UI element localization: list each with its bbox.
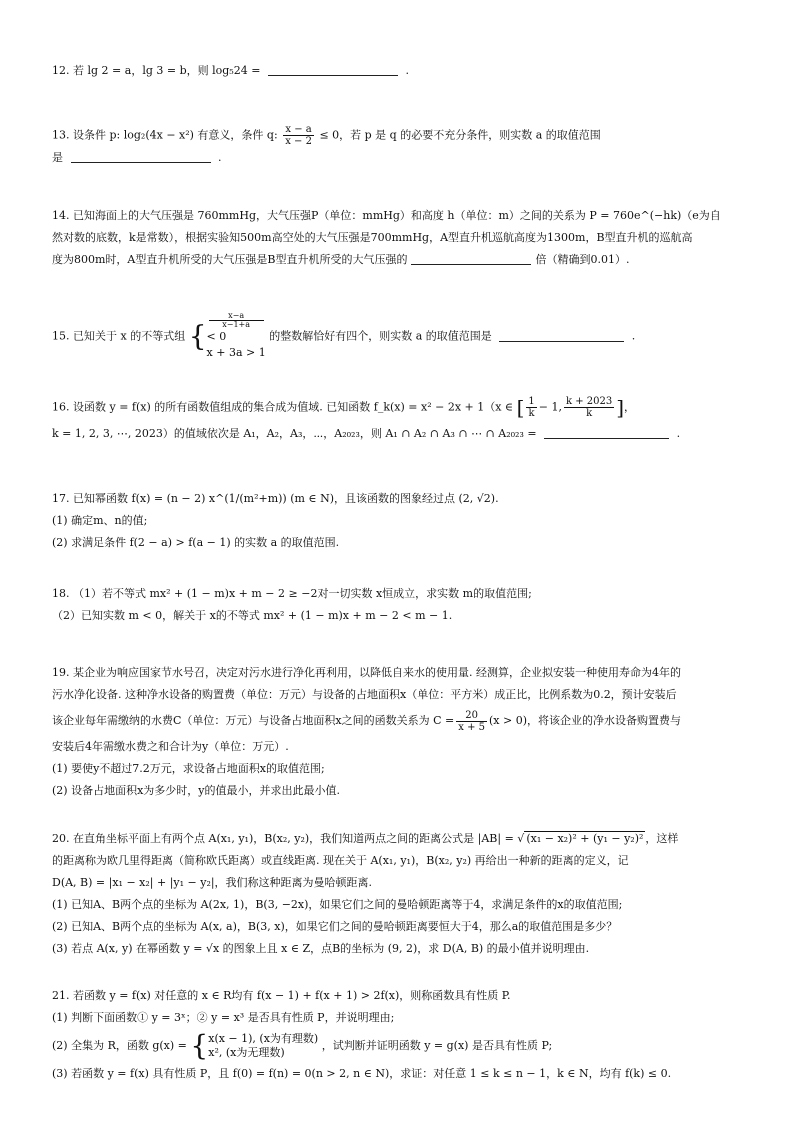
question-number: 13. — [52, 128, 70, 142]
sub-question: (1) 要使y不超过7.2万元，求设备占地面积x的取值范围; — [52, 762, 325, 775]
numerator: 1 — [528, 396, 535, 407]
answer-blank[interactable] — [499, 329, 624, 342]
piecewise-function — [208, 1032, 318, 1060]
question-text: − 1, — [538, 400, 562, 414]
question-text: 已知海面上的大气压强是 760mmHg，大气压强P（单位：mmHg）和高度 h（单位：m）之间的关系为 P = 760e^(−hk)（e为自 — [73, 209, 721, 222]
sub-question: （1）若不等式 mx² + (1 − m)x + m − 2 ≥ −2对一切实数 x恒成立，求实数 m的取值范围; — [73, 587, 532, 600]
question-text: 设条件 p: log₂(4x − x²) 有意义，条件 q: — [73, 128, 278, 142]
question-number: 14. — [52, 209, 70, 222]
sub-question: (3) 若点 A(x, y) 在幂函数 y = √x 的图象上且 x ∈ Z，点B的坐标为 (9, 2)，求 D(A, B) 的最小值并说明理由. — [52, 942, 590, 955]
answer-blank[interactable] — [544, 426, 669, 439]
answer-blank[interactable] — [71, 150, 211, 163]
question-number: 17. — [52, 492, 70, 505]
piecewise-row: x², (x为无理数) — [208, 1046, 285, 1059]
inequality-row: < 0 — [206, 330, 227, 343]
left-bracket: [ — [516, 395, 525, 420]
denominator: x − 2 — [285, 136, 312, 147]
question-number: 18. — [52, 587, 70, 600]
question-text: 已知幂函数 f(x) = (n − 2) x^(1/(m²+m)) (m ∈ N)，且该函数的图象经过点 (2, √2). — [73, 492, 499, 505]
sqrt-expression: (x₁ − x₂)² + (y₁ − y₂)² — [526, 832, 644, 845]
denominator: k — [528, 408, 535, 419]
question-14 — [52, 205, 754, 271]
period: . — [405, 64, 409, 77]
question-text: 若 lg 2 = a，lg 3 = b，则 log₅24 = — [73, 64, 261, 77]
sub-question: （2）已知实数 m < 0，解关于 x的不等式 mx² + (1 − m)x + m − 2 < m − 1. — [52, 609, 453, 622]
answer-blank[interactable] — [268, 63, 398, 76]
question-text: 安装后4年需缴水费之和合计为y（单位：万元）. — [52, 740, 289, 753]
question-text: D(A, B) = |x₁ − x₂| + |y₁ − y₂|，我们称这种距离为曼哈顿距离. — [52, 876, 373, 889]
question-text: 是 — [52, 151, 63, 164]
question-18 — [52, 583, 754, 627]
numerator: x−a — [209, 312, 264, 321]
question-text: 若函数 y = f(x) 对任意的 x ∈ R均有 f(x − 1) + f(x + 1) > 2f(x)，则称函数具有性质 P. — [73, 989, 511, 1002]
question-text: 的距离称为欧几里得距离（简称欧氏距离）或直线距离. 现在关于 A(x₁, y₁)，B(x₂, y₂) 再给出一种新的距离的定义，记 — [52, 854, 629, 867]
question-12 — [52, 60, 754, 82]
question-text: k = 1, 2, 3, ⋯, 2023）的值域依次是 A₁，A₂，A₃，⋯，A₂₀₂₃，则 A₁ ∩ A₂ ∩ A₃ ∩ ⋯ ∩ A₂₀₂₃ = — [52, 427, 537, 440]
sub-question: (2) 已知A、B两个点的坐标为 A(x, a)，B(3, x)，如果它们之间的曼哈顿距离要恒大于4，那么a的取值范围是多少？ — [52, 920, 618, 933]
question-text: (x > 0)，将该企业的净水设备购置费与 — [489, 714, 681, 727]
inequality-row: x + 3a > 1 — [206, 346, 266, 359]
question-text: 倍（精确到0.01）. — [535, 253, 630, 266]
question-text: 的整数解恰好有四个，则实数 a 的取值范围是 — [269, 329, 492, 343]
question-17 — [52, 488, 754, 554]
period: . — [218, 151, 222, 164]
question-16 — [52, 396, 754, 445]
question-text: 设函数 y = f(x) 的所有函数值组成的集合成为值域. 已知函数 f_k(x) = x² − 2x + 1（x ∈ — [73, 400, 514, 414]
question-text: 在直角坐标平面上有两个点 A(x₁, y₁)，B(x₂, y₂)，我们知道两点之间的距离公式是 |AB| = — [73, 832, 514, 845]
sub-question: (1) 已知A、B两个点的坐标为 A(2x, 1)，B(3, −2x)，如果它们之间的曼哈顿距离等于4，求满足条件的x的取值范围; — [52, 898, 623, 911]
question-number: 19. — [52, 666, 70, 679]
right-bracket: ] — [616, 395, 625, 420]
question-text: 然对数的底数，k是常数），根据实验知500m高空处的大气压强是700mmHg，A型直升机巡航高度为1300m，B型直升机的巡航高 — [52, 231, 693, 244]
left-brace: { — [190, 1029, 209, 1062]
question-19 — [52, 662, 754, 802]
question-text: ， — [624, 400, 636, 414]
answer-blank[interactable] — [411, 252, 531, 265]
sub-question: (3) 若函数 y = f(x) 具有性质 P，且 f(0) = f(n) = 0(n > 2, n ∈ N)，求证：对任意 1 ≤ k ≤ n − 1，k ∈ N，均有 f(k) ≤ 0. — [52, 1067, 672, 1080]
sub-question: (2) 全集为 R，函数 g(x) = — [52, 1039, 187, 1052]
denominator: x + 5 — [458, 721, 485, 733]
question-text: ，这样 — [645, 832, 679, 845]
numerator: x − a — [283, 124, 314, 136]
question-text: 度为800m时，A型直升机所受的大气压强是B型直升机所受的大气压强的 — [52, 253, 408, 266]
left-brace: { — [188, 319, 207, 353]
sub-question: (2) 求满足条件 f(2 − a) > f(a − 1) 的实数 a 的取值范围. — [52, 536, 340, 549]
question-text: 已知关于 x 的不等式组 — [73, 329, 186, 343]
question-text: 某企业为响应国家节水号召，决定对污水进行净化再利用，以降低自来水的使用量. 经测算，企业拟安装一种使用寿命为4年的 — [73, 666, 681, 679]
numerator: 20 — [456, 710, 487, 722]
question-15 — [52, 312, 754, 361]
question-13 — [52, 124, 754, 169]
question-21 — [52, 985, 754, 1085]
sub-question: (1) 判断下面函数① y = 3ˣ；② y = x³ 是否具有性质 P，并说明理由; — [52, 1011, 395, 1024]
denominator: k — [586, 408, 593, 419]
question-number: 12. — [52, 64, 70, 77]
sub-question: (1) 确定m、n的值; — [52, 514, 148, 527]
sub-question: ，试判断并证明函数 y = g(x) 是否具有性质 P; — [321, 1039, 553, 1052]
question-number: 20. — [52, 832, 70, 845]
question-text: 该企业每年需缴纳的水费C（单位：万元）与设备占地面积x之间的函数关系为 C = — [52, 714, 455, 727]
denominator: x−1+a — [222, 320, 251, 329]
question-text: 污水净化设备. 这种净水设备的购置费（单位：万元）与设备的占地面积x（单位：平方米）成正比，比例系数为0.2，预计安装后 — [52, 688, 677, 701]
fraction — [283, 124, 314, 147]
numerator: k + 2023 — [565, 396, 613, 407]
inequality-system — [207, 312, 266, 361]
sub-question: (2) 设备占地面积x为多少时，y的值最小，并求出此最小值. — [52, 784, 340, 797]
question-20: 20. 在直角坐标平面上有两个点 A(x₁, y₁)，B(x₂, y₂)，我们知道两点之间的距离公式是 |AB| = √ (x₁ − x₂)² + (y₁ − y₂)² ，这样 的距离称为欧几里得距离（简称欧氏距离）或直线距离. 现在关于 A(x₁, y₁)，B(x₂, y₂) 再给出一种新的距离的定义，记 D(A, B) = |x₁ − x₂| + |y₁ − y₂|，我们称这种距离为曼哈顿距离. (1) 已知A、B两个点的坐标为 A(2x, 1)，B(3, −2x)，如果它们之间的曼哈顿距离等于4，求满足条件的x的取值范围; (2) 已知A、B两个点的坐标为 A(x, a)，B(3, x)，如果它们之间的曼哈顿距离要恒大于4，那么a的取值范围是多少？ (3) 若点 A(x, y) 在幂函数 y = √x 的图象上且 x ∈ Z，点B的坐标为 (9, 2)，求 D(A, B) 的最小值并说明理由. — [52, 832, 679, 955]
question-text: ≤ 0，若 p 是 q 的必要不充分条件，则实数 a 的取值范围 — [319, 128, 601, 142]
question-number: 15. — [52, 329, 70, 343]
question-number: 16. — [52, 400, 70, 414]
question-number: 21. — [52, 989, 70, 1002]
piecewise-row: x(x − 1), (x为有理数) — [208, 1032, 319, 1045]
period: . — [676, 427, 681, 440]
period: . — [631, 329, 636, 343]
